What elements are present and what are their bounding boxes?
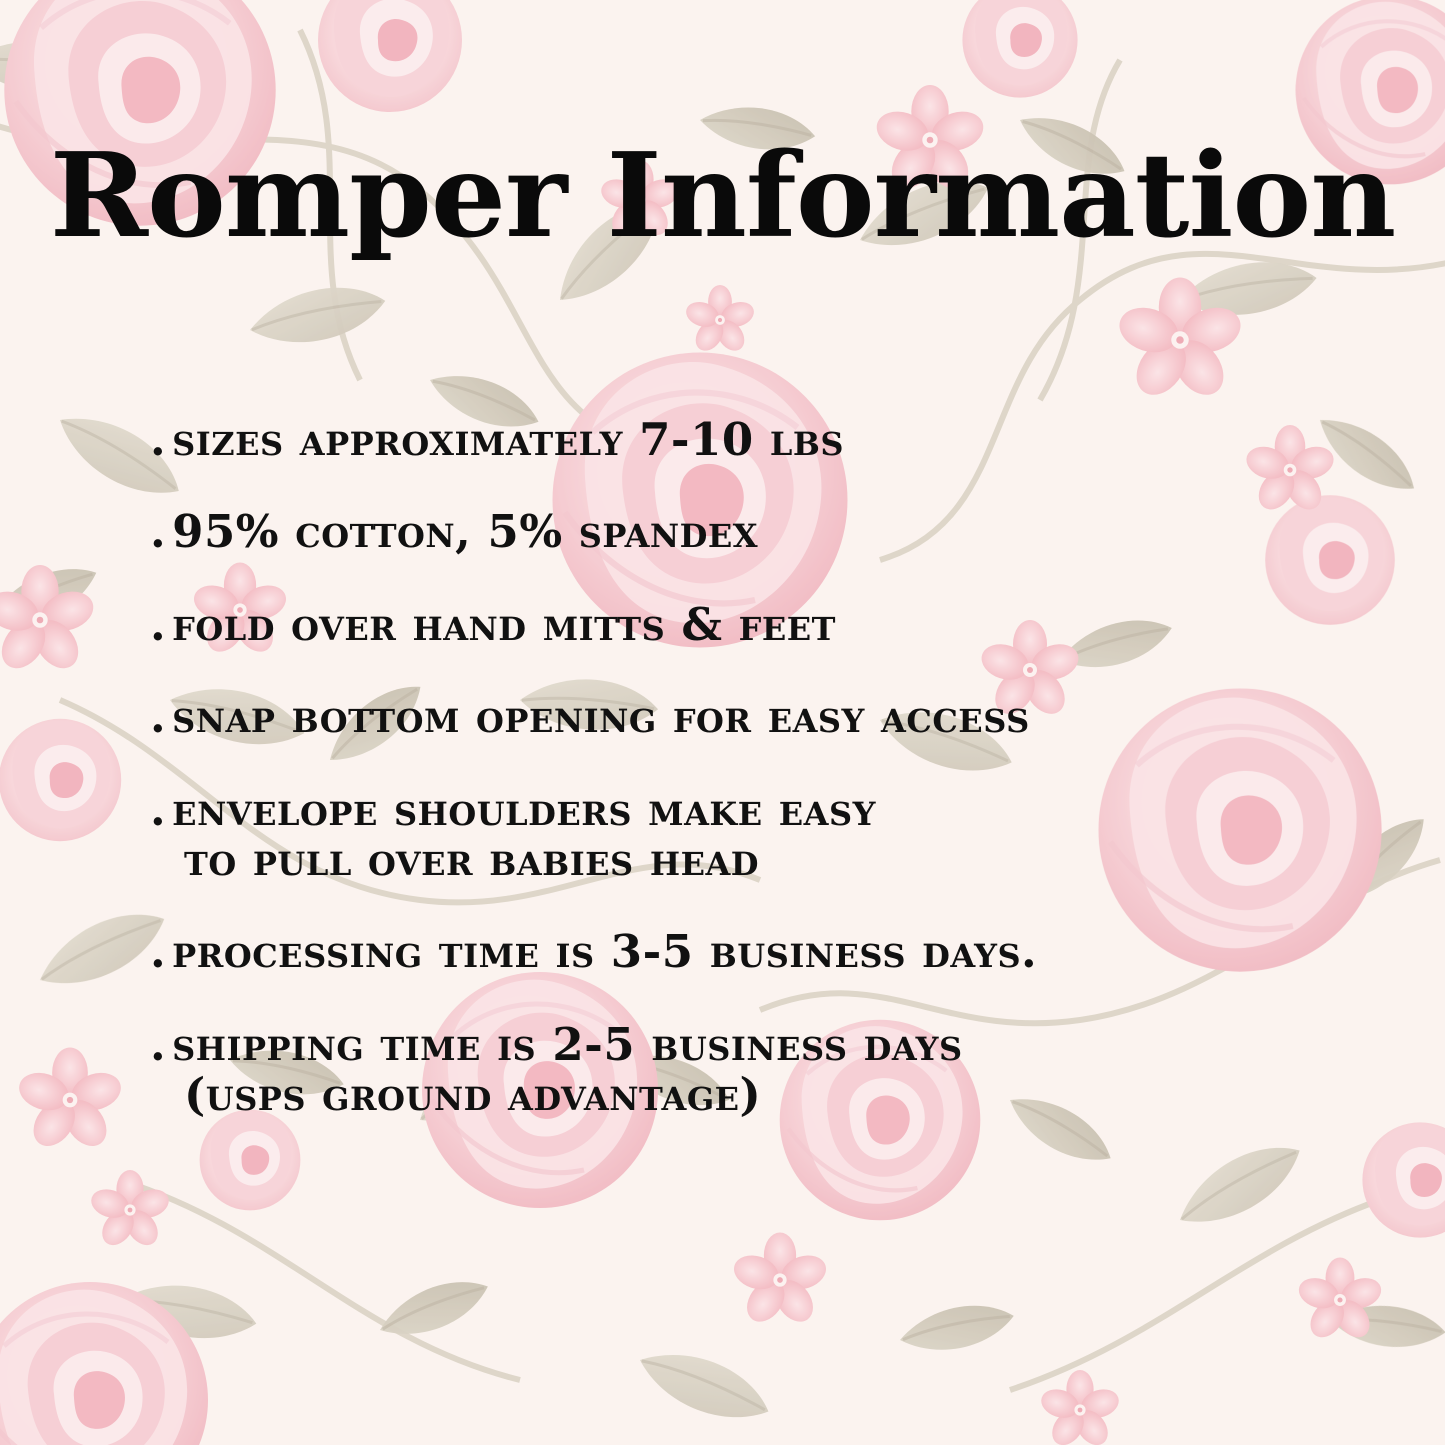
romper-info-list	[150, 415, 1330, 1163]
list-item-text-line2: (usps ground advantage)	[184, 1068, 762, 1122]
list-item	[150, 415, 1330, 465]
bullet-marker: .	[150, 505, 167, 559]
list-item	[150, 692, 1330, 742]
page-title: Romper Information	[49, 128, 1396, 264]
list-item-text: shipping time is 2-5 business days	[172, 1017, 963, 1071]
list-item	[150, 927, 1330, 977]
list-item-text: processing time is 3-5 business days.	[172, 925, 1038, 979]
list-item-text: 95% cotton, 5% spandex	[172, 505, 759, 559]
list-item	[150, 1017, 1330, 1122]
bullet-marker: .	[150, 690, 167, 744]
list-item-text: sizes approximately 7-10 lbs	[172, 413, 845, 466]
list-item-text: fold over hand mitts & feet	[172, 597, 836, 651]
list-item	[150, 782, 1330, 886]
bullet-marker: .	[150, 413, 167, 466]
bullet-marker: .	[150, 1017, 167, 1071]
list-item-text: snap bottom opening for easy access	[172, 690, 1030, 744]
list-item-text: envelope shoulders make easy	[172, 782, 876, 836]
bullet-marker: .	[150, 782, 167, 836]
list-item-text-line2: to pull over babies head	[184, 832, 760, 886]
list-item	[150, 597, 1330, 651]
bullet-marker: .	[150, 925, 167, 979]
list-item	[150, 507, 1330, 557]
bullet-marker: .	[150, 597, 167, 651]
